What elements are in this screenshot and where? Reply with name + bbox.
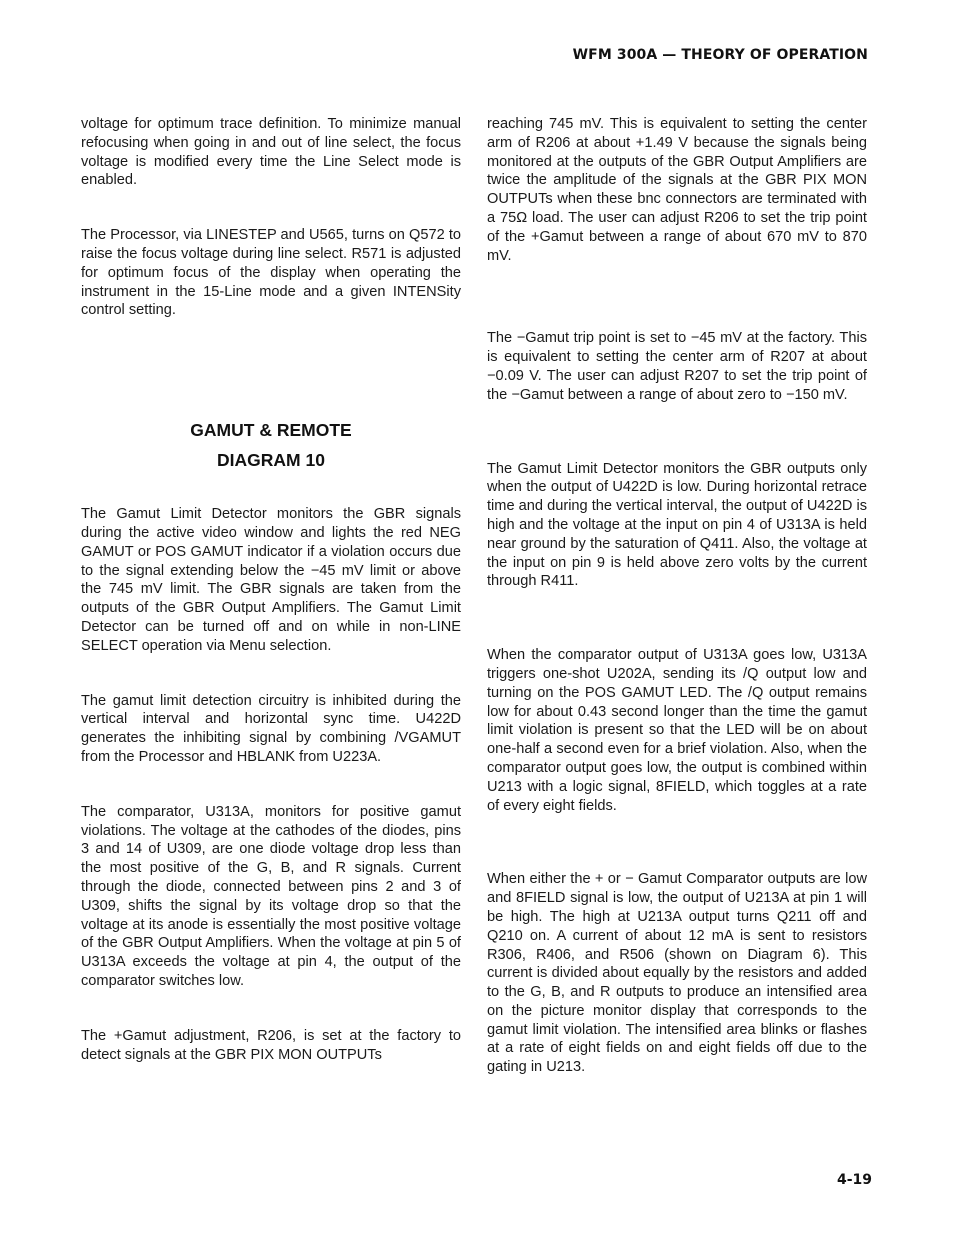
- right-column: [487, 115, 867, 1077]
- paragraph-detector-monitoring: The Gamut Limit Detector monitors the GBR outputs only when the output of U422D is low. During horizontal retrace time and during the vertical interval, the output of U422D is high and the voltage at the input on pin 4 of U313A is held near ground by the saturation of Q411. Also, the voltage at the input on pin 9 is held above zero volts by the current through R411.: [487, 460, 867, 590]
- paragraph-745mv: reaching 745 mV. This is equivalent to setting the center arm of R206 at about +1.49 V because the signals being monitored at the outputs of the GBR Output Amplifiers are twice the amplitude of the signals at the GBR PIX MON OUTPUTs when these bnc connectors are terminated with a 75Ω load. The user can adjust R206 to set the trip point of the +Gamut between a range of about 670 mV to 870 mV.: [487, 116, 867, 264]
- left-column: [81, 115, 461, 1064]
- paragraph-comparator: The comparator, U313A, monitors for positive gamut violations. The voltage at the cathodes of the diodes, pins 3 and 14 of U309, are one diode voltage drop less than the most positive of the G, B, and R signals. Current through the diode, connected between pins 2 and 3 of U309, shifts the signal by its voltage drop so that the voltage at its anode is essentially the most positive voltage of the GBR Output Amplifiers. When the voltage at pin 5 of U313A exceeds the voltage at pin 4, the output of the comparator switches low.: [81, 803, 461, 989]
- section-title: GAMUT & REMOTE: [190, 420, 352, 441]
- paragraph-inhibit: The gamut limit detection circuitry is inhibited during the vertical interval and horizontal sync time. U422D generates the inhibiting signal by combining /VGAMUT from the Processor and HBLANK from U223A.: [81, 692, 461, 765]
- paragraph-focus-voltage: voltage for optimum trace definition. To minimize manual refocusing when going in and out of line select, the focus voltage is modified every time the Line Select mode is enabled.: [81, 116, 461, 189]
- section-diagram-ref: DIAGRAM 10: [217, 450, 325, 471]
- paragraph-plus-gamut-adjust: The +Gamut adjustment, R206, is set at the factory to detect signals at the GBR PIX MON OUTPUTs: [81, 1027, 461, 1063]
- paragraph-intensified-area: When either the + or − Gamut Comparator outputs are low and 8FIELD signal is low, the output of U213A at pin 1 will be high. The high at U213A output turns Q211 off and Q210 on. A current of about 12 mA is sent to resistors R306, R406, and R506 (shown on Diagram 6). This current is divided about equally by the resistors and added to the G, B, and R outputs to produce an intensified area on the picture monitor display that corresponds to the gamut limit violation. The intensified area blinks or flashes at a rate of eight fields on and eight fields off due to the gating in U213.: [487, 871, 867, 1076]
- section-heading: [81, 415, 461, 475]
- running-header: WFM 300A — THEORY OF OPERATION: [572, 47, 868, 63]
- paragraph-linestep: The Processor, via LINESTEP and U565, turns on Q572 to raise the focus voltage during line select. R571 is adjusted for optimum focus of the display when operating the instrument in the 15-Line mode and a given INTENSity control setting.: [81, 227, 461, 319]
- page-number: 4-19: [836, 1172, 872, 1188]
- paragraph-gamut-detector: The Gamut Limit Detector monitors the GBR signals during the active video window and lights the red NEG GAMUT or POS GAMUT indicator if a violation occurs due to the signal extending below the −45 mV limit or above the 745 mV limit. The GBR signals are taken from the outputs of the GBR Output Amplifiers. The Gamut Limit Detector can be turned off and on while in non-LINE SELECT operation via Menu selection.: [81, 506, 461, 654]
- paragraph-minus-gamut: The −Gamut trip point is set to −45 mV at the factory. This is equivalent to setting the center arm of R207 at about −0.09 V. The user can adjust R207 to set the trip point of the −Gamut between a range of about zero to −150 mV.: [487, 330, 867, 403]
- paragraph-one-shot: When the comparator output of U313A goes low, U313A triggers one-shot U202A, sending its /Q output low and turning on the POS GAMUT LED. The /Q output remains low for about 0.43 second longer than the time the gamut limit violation is present so that the LED will be on about one-half a second even for a brief violation. Also, when the comparator output goes low, the output is combined within U213 with a logic signal, 8FIELD, which toggles at a rate of every eight fields.: [487, 647, 867, 814]
